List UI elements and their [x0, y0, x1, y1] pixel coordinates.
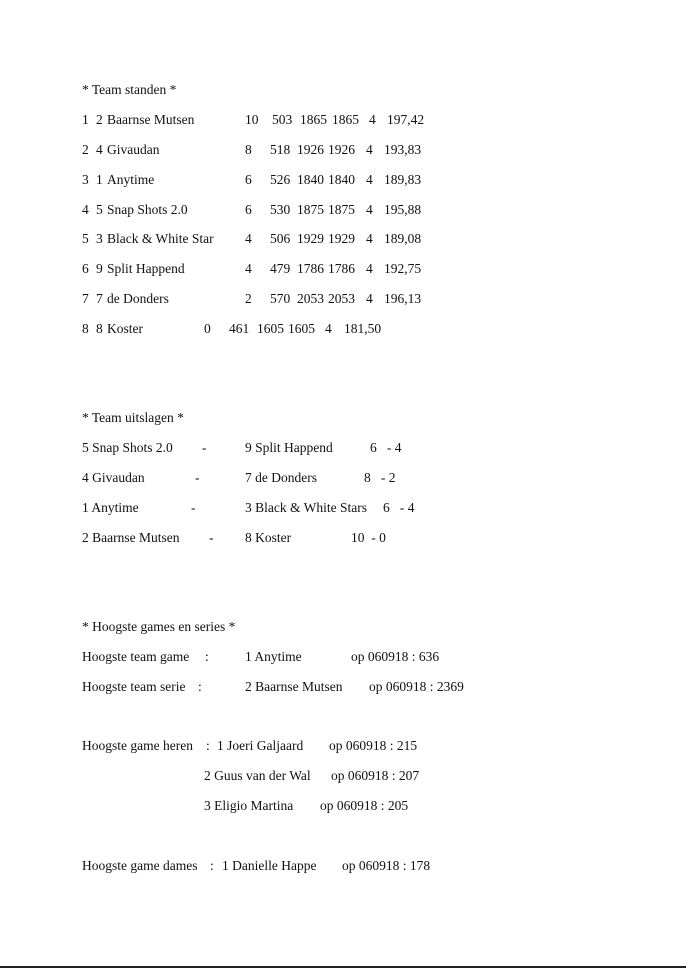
- result-home-team: 4 Givaudan: [82, 470, 145, 485]
- standings-team-num: 9: [96, 261, 103, 276]
- team-serie-colon: :: [198, 679, 202, 694]
- standings-value-2: 1786: [297, 261, 324, 276]
- women-high-value: op 060918 : 178: [342, 858, 431, 873]
- result-away-team: 7 de Donders: [245, 470, 317, 485]
- team-game-colon: :: [205, 649, 209, 664]
- standings-team-name: de Donders: [107, 291, 169, 306]
- standings-value-1: 506: [270, 231, 291, 246]
- standings-pos: 4: [82, 202, 89, 217]
- standings-pos: 7: [82, 291, 89, 306]
- standings-value-3: 1840: [328, 172, 355, 187]
- team-serie-holder: 2 Baarnse Mutsen: [245, 679, 343, 694]
- result-separator: -: [191, 500, 196, 515]
- standings-team-num: 3: [96, 231, 103, 246]
- standings-pos: 8: [82, 321, 89, 336]
- standings-value-3: 1605: [288, 321, 315, 336]
- results-heading: * Team uitslagen *: [82, 410, 184, 425]
- men-high-colon: :: [206, 738, 210, 753]
- standings-average: 197,42: [387, 112, 425, 127]
- men-high-value: op 060918 : 207: [331, 768, 420, 783]
- standings-pos: 5: [82, 231, 89, 246]
- standings-value-4: 4: [369, 112, 376, 127]
- standings-team-name: Koster: [107, 321, 143, 336]
- women-high-colon: :: [210, 858, 214, 873]
- standings-team-name: Anytime: [107, 172, 155, 187]
- standings-points: 10: [245, 112, 259, 127]
- standings-average: 195,88: [384, 202, 422, 217]
- men-high-label: Hoogste game heren: [82, 738, 193, 753]
- men-high-value: op 060918 : 205: [320, 798, 409, 813]
- standings-value-1: 530: [270, 202, 291, 217]
- standings-value-1: 503: [272, 112, 293, 127]
- standings-value-4: 4: [366, 172, 373, 187]
- standings-points: 4: [245, 261, 252, 276]
- result-score: 6 - 4: [383, 500, 415, 515]
- result-score: 6 - 4: [370, 440, 402, 455]
- standings-value-2: 1926: [297, 142, 324, 157]
- women-high-player: 1 Danielle Happe: [222, 858, 317, 873]
- standings-team-num: 7: [96, 291, 103, 306]
- standings-value-3: 1865: [332, 112, 359, 127]
- standings-value-3: 1875: [328, 202, 355, 217]
- standings-average: 192,75: [384, 261, 422, 276]
- standings-value-4: 4: [366, 142, 373, 157]
- men-high-player: 1 Joeri Galjaard: [217, 738, 304, 753]
- standings-team-num: 8: [96, 321, 103, 336]
- standings-average: 189,08: [384, 231, 422, 246]
- standings-average: 189,83: [384, 172, 422, 187]
- result-away-team: 3 Black & White Stars: [245, 500, 367, 515]
- standings-value-1: 570: [270, 291, 291, 306]
- result-away-team: 8 Koster: [245, 530, 292, 545]
- standings-average: 193,83: [384, 142, 422, 157]
- result-score: 10 - 0: [351, 530, 386, 545]
- standings-value-2: 1605: [257, 321, 284, 336]
- standings-value-3: 1786: [328, 261, 355, 276]
- standings-value-1: 526: [270, 172, 291, 187]
- standings-average: 196,13: [384, 291, 422, 306]
- standings-pos: 6: [82, 261, 89, 276]
- result-separator: -: [209, 530, 214, 545]
- standings-team-name: Split Happend: [107, 261, 185, 276]
- standings-value-2: 1875: [297, 202, 324, 217]
- result-score: 8 - 2: [364, 470, 396, 485]
- standings-average: 181,50: [344, 321, 382, 336]
- standings-value-2: 1929: [297, 231, 324, 246]
- standings-team-num: 5: [96, 202, 103, 217]
- standings-points: 6: [245, 172, 252, 187]
- team-game-holder: 1 Anytime: [245, 649, 302, 664]
- standings-pos: 2: [82, 142, 89, 157]
- standings-team-name: Black & White Star: [107, 231, 214, 246]
- standings-value-4: 4: [366, 261, 373, 276]
- team-game-label: Hoogste team game: [82, 649, 190, 664]
- standings-value-2: 1865: [300, 112, 327, 127]
- result-away-team: 9 Split Happend: [245, 440, 333, 455]
- standings-team-name: Baarnse Mutsen: [107, 112, 195, 127]
- standings-pos: 1: [82, 112, 89, 127]
- page-bottom-rule: [0, 966, 686, 968]
- standings-value-1: 461: [229, 321, 250, 336]
- standings-team-name: Givaudan: [107, 142, 160, 157]
- standings-points: 2: [245, 291, 252, 306]
- standings-value-4: 4: [366, 291, 373, 306]
- standings-value-1: 479: [270, 261, 291, 276]
- standings-team-num: 4: [96, 142, 103, 157]
- men-high-player: 3 Eligio Martina: [204, 798, 294, 813]
- standings-heading: * Team standen *: [82, 82, 177, 97]
- women-high-label: Hoogste game dames: [82, 858, 198, 873]
- standings-value-2: 1840: [297, 172, 324, 187]
- team-serie-value: op 060918 : 2369: [369, 679, 464, 694]
- standings-points: 6: [245, 202, 252, 217]
- standings-value-1: 518: [270, 142, 291, 157]
- result-home-team: 1 Anytime: [82, 500, 139, 515]
- team-serie-label: Hoogste team serie: [82, 679, 186, 694]
- standings-value-4: 4: [325, 321, 332, 336]
- standings-value-4: 4: [366, 202, 373, 217]
- standings-pos: 3: [82, 172, 89, 187]
- result-separator: -: [202, 440, 207, 455]
- men-high-value: op 060918 : 215: [329, 738, 418, 753]
- standings-points: 4: [245, 231, 252, 246]
- standings-team-num: 2: [96, 112, 103, 127]
- result-separator: -: [195, 470, 200, 485]
- highs-heading: * Hoogste games en series *: [82, 619, 236, 634]
- result-home-team: 5 Snap Shots 2.0: [82, 440, 173, 455]
- men-high-player: 2 Guus van der Wal: [204, 768, 311, 783]
- team-game-value: op 060918 : 636: [351, 649, 440, 664]
- standings-value-2: 2053: [297, 291, 324, 306]
- standings-points: 8: [245, 142, 252, 157]
- standings-value-3: 1929: [328, 231, 355, 246]
- standings-value-4: 4: [366, 231, 373, 246]
- result-home-team: 2 Baarnse Mutsen: [82, 530, 180, 545]
- standings-value-3: 2053: [328, 291, 355, 306]
- standings-value-3: 1926: [328, 142, 355, 157]
- standings-points: 0: [204, 321, 211, 336]
- standings-team-num: 1: [96, 172, 103, 187]
- standings-team-name: Snap Shots 2.0: [107, 202, 188, 217]
